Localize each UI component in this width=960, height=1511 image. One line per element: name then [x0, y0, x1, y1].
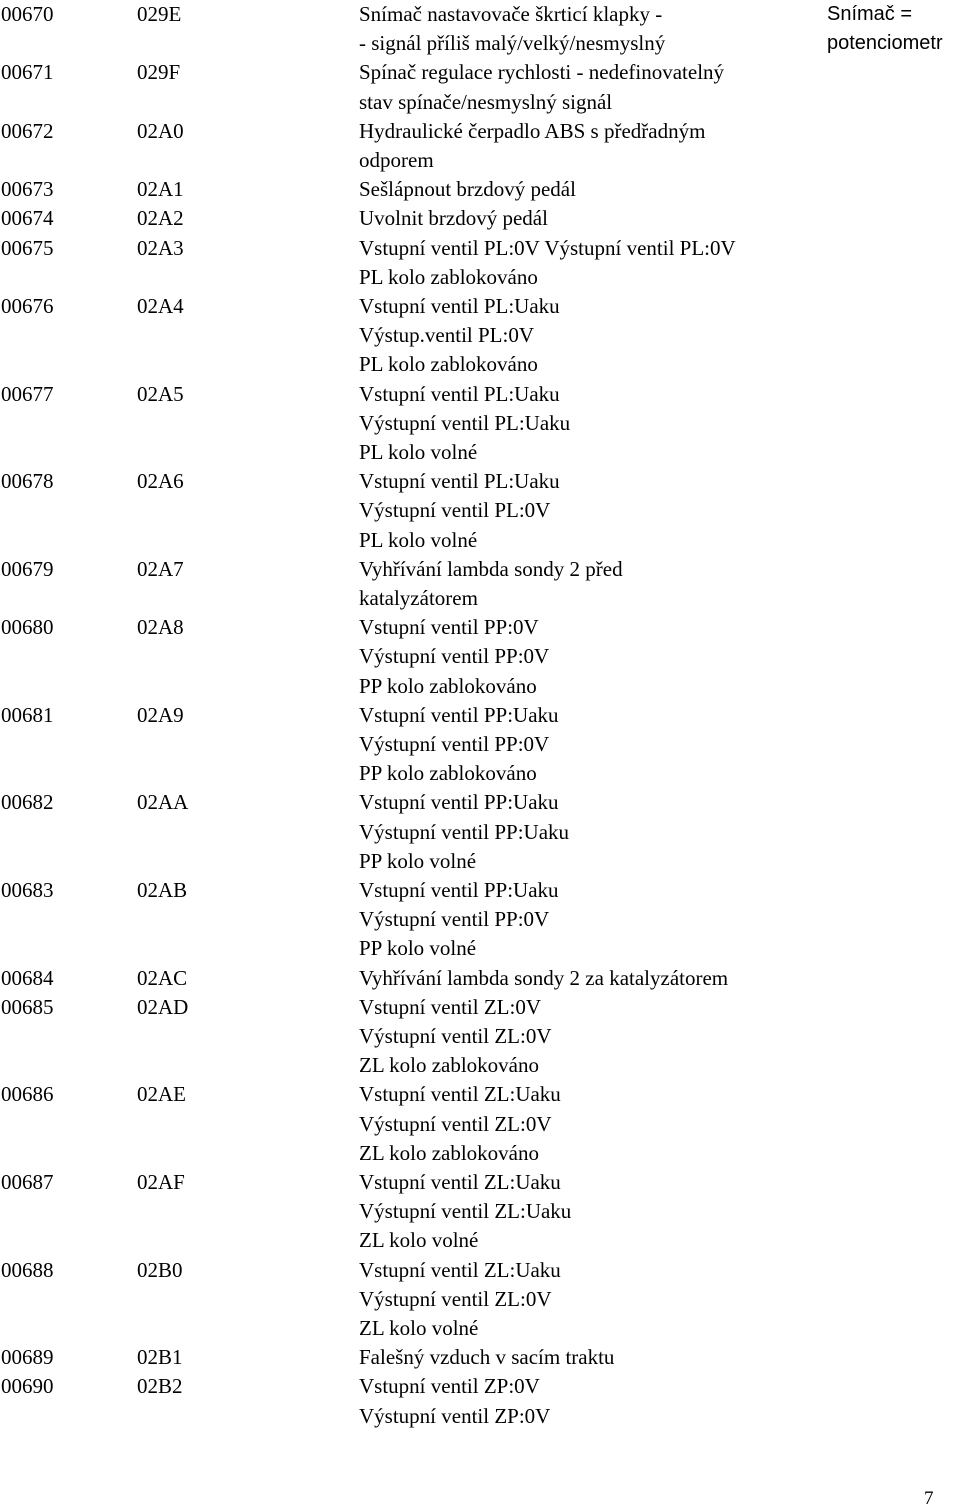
description-line: PL kolo zablokováno — [359, 352, 538, 377]
fault-description — [359, 234, 736, 292]
fault-description — [359, 1343, 614, 1372]
description-line: Výstupní ventil ZL:0V — [359, 1286, 552, 1311]
table-row — [0, 380, 960, 468]
description-line: ZL kolo volné — [359, 1315, 479, 1340]
description-line: PP kolo zablokováno — [359, 673, 537, 698]
fault-description — [359, 1168, 571, 1256]
fault-code: 00679 — [1, 556, 54, 581]
description-line: Vstupní ventil ZP:0V — [359, 1374, 540, 1399]
hex-code: 02AD — [137, 994, 189, 1019]
description-line: Výstupní ventil PP:0V — [359, 907, 550, 932]
fault-description — [359, 0, 665, 58]
hex-code: 02A5 — [137, 381, 184, 406]
description-line: Výstupní ventil PP:0V — [359, 731, 550, 756]
description-line: Vyhřívání lambda sondy 2 za katalyzátorem — [359, 965, 729, 990]
fault-code: 00676 — [1, 294, 54, 318]
hex-code: 029F — [137, 60, 181, 85]
table-row — [0, 1343, 960, 1372]
description-line: Vstupní ventil PL:Uaku — [359, 381, 560, 406]
hex-code: 02A0 — [137, 118, 184, 143]
fault-description — [359, 964, 728, 993]
fault-code: 00687 — [1, 1170, 54, 1194]
description-line: Výstupní ventil PL:0V — [359, 498, 551, 523]
fault-description — [359, 876, 559, 964]
hex-code: 02A4 — [137, 294, 184, 318]
fault-code: 00672 — [1, 118, 54, 143]
description-line: Vstupní ventil PL:Uaku — [359, 469, 560, 494]
fault-description — [359, 1256, 561, 1344]
hex-code: 02A8 — [137, 615, 184, 640]
table-row — [0, 964, 960, 993]
note-line: Snímač = — [827, 3, 913, 25]
description-line: - signál příliš malý/velký/nesmyslný — [359, 31, 666, 56]
description-line: Sešlápnout brzdový pedál — [359, 177, 576, 202]
fault-description — [359, 555, 623, 613]
description-line: Výstupní ventil ZL:0V — [359, 1023, 552, 1048]
fault-code: 00680 — [1, 615, 54, 640]
fault-description — [359, 175, 576, 204]
table-row — [0, 876, 960, 964]
table-row — [0, 788, 960, 876]
description-line: Výstupní ventil PP:0V — [359, 644, 550, 669]
fault-description — [359, 380, 570, 468]
table-row — [0, 204, 960, 233]
fault-description — [359, 788, 569, 876]
fault-code: 00671 — [1, 60, 54, 85]
description-line: ZL kolo volné — [359, 1228, 479, 1253]
description-line: Výstupní ventil PL:Uaku — [359, 410, 571, 435]
table-row — [0, 58, 960, 116]
fault-description — [359, 613, 549, 701]
description-line: katalyzátorem — [359, 585, 478, 610]
table-row — [0, 993, 960, 1081]
fault-code: 00689 — [1, 1345, 54, 1370]
description-line: Hydraulické čerpadlo ABS s předřadným — [359, 118, 706, 143]
description-line: Vstupní ventil PP:Uaku — [359, 702, 559, 727]
fault-code: 00688 — [1, 1257, 54, 1282]
description-line: PP kolo volné — [359, 848, 477, 873]
fault-code: 00681 — [1, 702, 54, 727]
hex-code: 029E — [137, 2, 182, 26]
table-row — [0, 234, 960, 292]
table-row — [0, 1256, 960, 1344]
description-line: Falešný vzduch v sacím traktu — [359, 1345, 615, 1370]
table-row — [0, 701, 960, 789]
description-line: Vyhřívání lambda sondy 2 před — [359, 556, 623, 581]
description-line: PL kolo volné — [359, 439, 478, 464]
description-line: PL kolo zablokováno — [359, 264, 538, 289]
hex-code: 02B1 — [137, 1345, 183, 1370]
description-line: Uvolnit brzdový pedál — [359, 206, 548, 231]
description-line: Vstupní ventil PP:0V — [359, 615, 539, 640]
fault-code: 00677 — [1, 381, 54, 406]
fault-code: 00685 — [1, 994, 54, 1019]
table-row — [0, 555, 960, 613]
description-line: Vstupní ventil ZL:Uaku — [359, 1170, 561, 1194]
hex-code: 02AA — [137, 790, 189, 815]
description-line: Vstupní ventil PL:Uaku — [359, 294, 560, 318]
hex-code: 02B0 — [137, 1257, 183, 1282]
description-line: Vstupní ventil ZL:Uaku — [359, 1257, 561, 1282]
fault-code: 00686 — [1, 1082, 54, 1107]
fault-code: 00670 — [1, 2, 54, 26]
table-row — [0, 613, 960, 701]
fault-note — [827, 0, 943, 58]
description-line: PL kolo volné — [359, 527, 478, 552]
hex-code: 02A2 — [137, 206, 184, 231]
fault-code: 00684 — [1, 965, 54, 990]
description-line: Vstupní ventil PP:Uaku — [359, 878, 559, 902]
description-line: ZL kolo zablokováno — [359, 1053, 540, 1078]
description-line: Snímač nastavovače škrticí klapky - — [359, 2, 663, 26]
table-row — [0, 467, 960, 555]
hex-code: 02A3 — [137, 235, 184, 260]
description-line: Vstupní ventil ZL:Uaku — [359, 1082, 561, 1107]
fault-description — [359, 292, 560, 380]
table-row — [0, 175, 960, 204]
description-line: PP kolo zablokováno — [359, 761, 537, 786]
fault-code: 00682 — [1, 790, 54, 815]
hex-code: 02AE — [137, 1082, 186, 1107]
description-line: PP kolo volné — [359, 936, 477, 961]
description-line: Vstupní ventil PL:0V Výstupní ventil PL:0V — [359, 235, 736, 260]
description-line: odporem — [359, 147, 434, 172]
description-line: Výstup.ventil PL:0V — [359, 323, 535, 348]
fault-description — [359, 117, 705, 175]
description-line: Vstupní ventil PP:Uaku — [359, 790, 559, 815]
table-row — [0, 1168, 960, 1256]
page-number: 7 — [924, 1488, 934, 1509]
table-row — [0, 1080, 960, 1168]
fault-description — [359, 467, 560, 555]
fault-description — [359, 993, 552, 1081]
hex-code: 02AB — [137, 878, 188, 902]
fault-description — [359, 204, 548, 233]
description-line: stav spínače/nesmyslný signál — [359, 89, 613, 114]
fault-code: 00690 — [1, 1374, 54, 1399]
fault-description — [359, 1080, 561, 1168]
hex-code: 02AF — [137, 1170, 185, 1194]
description-line: Spínač regulace rychlosti - nedefinovatelný — [359, 60, 725, 85]
table-row — [0, 292, 960, 380]
table-row — [0, 117, 960, 175]
description-line: ZL kolo zablokováno — [359, 1140, 540, 1165]
description-line: Vstupní ventil ZL:0V — [359, 994, 541, 1019]
table-row — [0, 1372, 960, 1430]
fault-description — [359, 58, 724, 116]
table-row — [0, 0, 960, 58]
hex-code: 02A9 — [137, 702, 184, 727]
fault-code: 00674 — [1, 206, 54, 231]
fault-code: 00683 — [1, 878, 54, 902]
hex-code: 02A1 — [137, 177, 184, 202]
description-line: Výstupní ventil ZL:0V — [359, 1111, 552, 1136]
fault-code: 00673 — [1, 177, 54, 202]
hex-code: 02AC — [137, 965, 188, 990]
fault-description — [359, 1372, 550, 1430]
hex-code: 02A6 — [137, 469, 184, 494]
description-line: Výstupní ventil ZL:Uaku — [359, 1199, 572, 1224]
description-line: Výstupní ventil PP:Uaku — [359, 819, 570, 844]
hex-code: 02A7 — [137, 556, 184, 581]
hex-code: 02B2 — [137, 1374, 183, 1399]
fault-description — [359, 701, 559, 789]
note-line: potenciometr — [827, 32, 943, 55]
fault-code: 00675 — [1, 235, 54, 260]
fault-code: 00678 — [1, 469, 54, 494]
description-line: Výstupní ventil ZP:0V — [359, 1403, 551, 1428]
